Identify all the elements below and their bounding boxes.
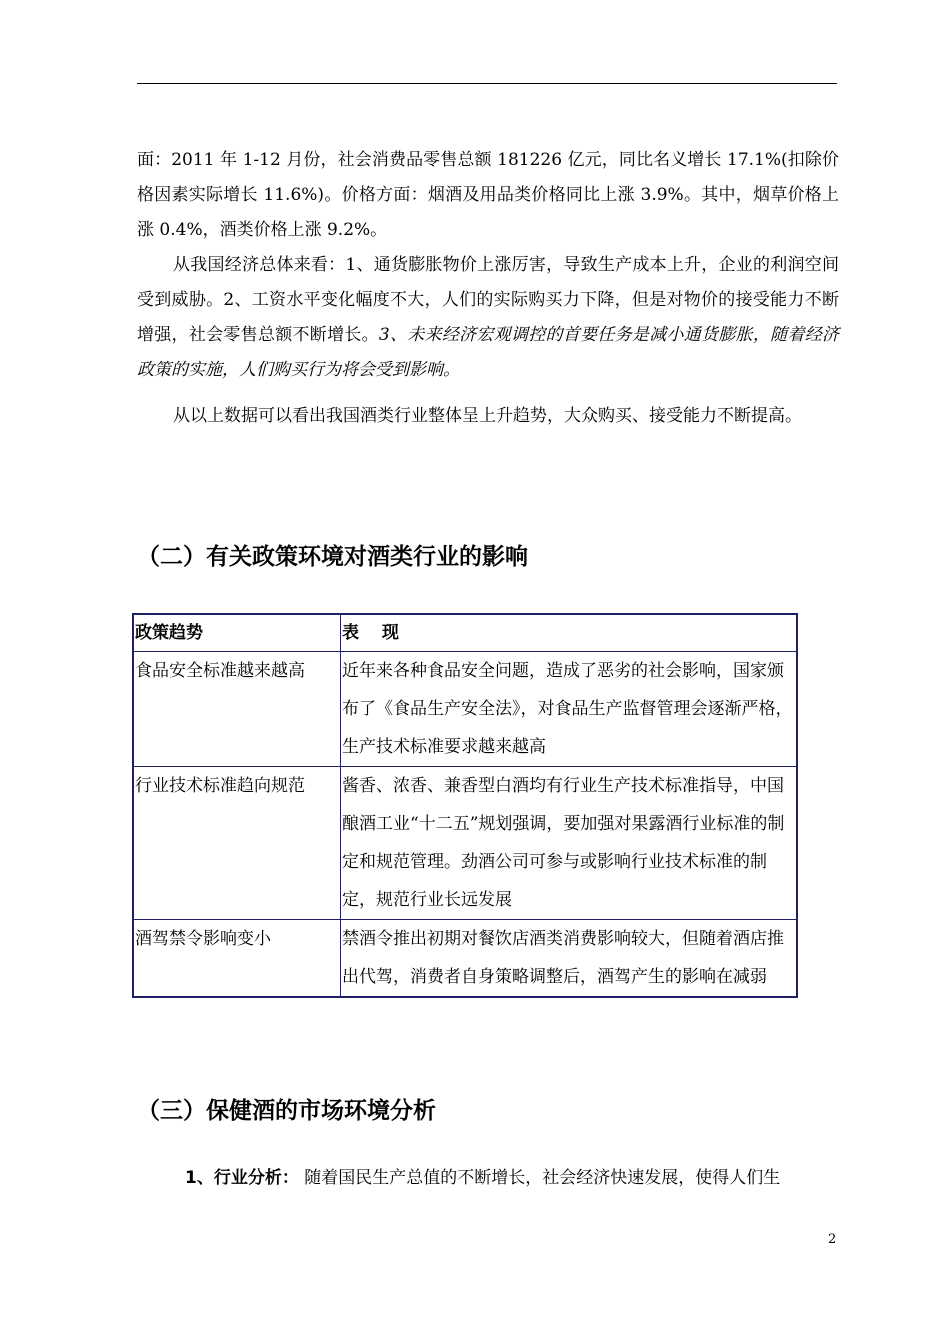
table-cell-detail: 酱香、浓香、兼香型白酒均有行业生产技术标准指导，中国酿酒工业“十二五”规划强调，要加强对果露酒行业标准的制定和规范管理。劲酒公司可参与或影响行业技术标准的制定，规范行业长远发展 — [341, 767, 798, 920]
table-cell-trend: 行业技术标准趋向规范 — [133, 767, 341, 920]
section-heading-market: （三）保健酒的市场环境分析 — [137, 1098, 436, 1124]
policy-table — [132, 613, 798, 998]
table-cell-trend: 酒驾禁令影响变小 — [133, 920, 341, 998]
economy-outlook-italic: 3、未来经济宏观调控的首要任务是减小通货膨胀，随着经济政策的实施，人们购买行为将会受到影响。 — [137, 325, 839, 380]
table-cell-detail: 近年来各种食品安全问题，造成了恶劣的社会影响，国家颁布了《食品生产安全法》，对食品生产监督管理会逐渐严格，生产技术标准要求越来越高 — [341, 652, 798, 767]
table-row — [133, 767, 797, 920]
industry-analysis-line — [185, 1161, 780, 1196]
section-heading-policy: （二）有关政策环境对酒类行业的影响 — [137, 544, 528, 570]
header-rule — [137, 83, 837, 84]
paragraph-conclusion: 从以上数据可以看出我国酒类行业整体呈上升趋势，大众购买、接受能力不断提高。 — [173, 406, 802, 426]
table-header-detail: 表 现 — [341, 614, 798, 652]
economy-points-text: 从我国经济总体来看：1、通货膨胀物价上涨厉害，导致生产成本上升，企业的利润空间受到威胁。2、工资水平变化幅度不大，人们的实际购买力下降，但是对物价的接受能力不断增强，社会零售总额不断增长。 — [137, 255, 839, 345]
table-row — [133, 920, 797, 998]
table-header-trend: 政策趋势 — [133, 614, 341, 652]
industry-analysis-label: 1、行业分析： — [185, 1168, 299, 1188]
industry-analysis-text: 随着国民生产总值的不断增长，社会经济快速发展，使得人们生 — [298, 1168, 781, 1188]
paragraph-price-data: 面：2011 年 1-12 月份，社会消费品零售总额 181226 亿元，同比名义增长 17.1%(扣除价格因素实际增长 11.6%)。价格方面：烟酒及用品类价格同比上涨 3.9%。其中，烟草价格上涨 0.4%，酒类价格上涨 9.2%。 — [137, 150, 839, 240]
paragraph-economy-overview — [137, 248, 839, 388]
table-row — [133, 652, 797, 767]
table-header-row — [133, 614, 797, 652]
table-cell-detail: 禁酒令推出初期对餐饮店酒类消费影响较大，但随着酒店推出代驾，消费者自身策略调整后，酒驾产生的影响在减弱 — [341, 920, 798, 998]
table-cell-trend: 食品安全标准越来越高 — [133, 652, 341, 767]
page-number: 2 — [828, 1232, 837, 1247]
